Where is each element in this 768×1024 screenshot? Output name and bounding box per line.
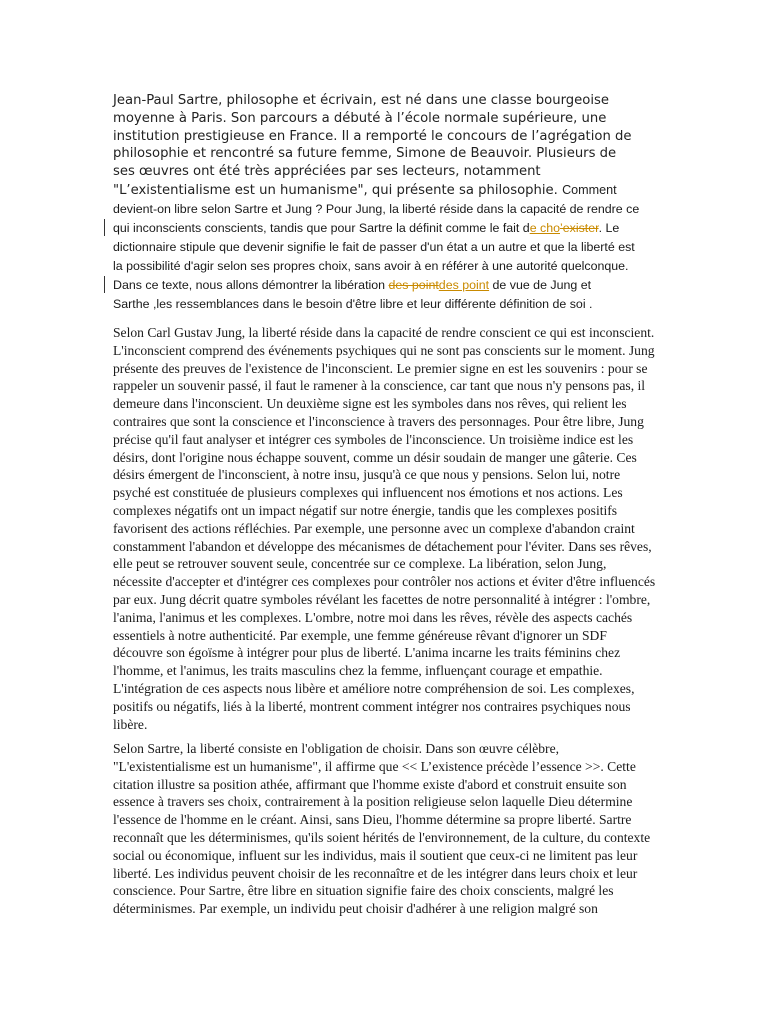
intro-paragraph (113, 92, 641, 200)
intro-line: Dans ce texte, nous allons démontrer la libération des pointdes point de vue de Jung et (113, 278, 592, 292)
change-bar (104, 219, 105, 236)
intro-tail-text: Comment (562, 182, 617, 197)
intro-line: devient-on libre selon Sartre et Jung ? Pour Jung, la liberté réside dans la capacité de rendre ce (113, 202, 640, 216)
paragraph-sartre: Selon Sartre, la liberté consiste en l'obligation de choisir. Dans son œuvre célèbre, "L'existentialisme est un humanisme", il affirme que << L’existence précède l’essence >>. Cette citation illustre sa position athée, affirmant que l'homme existe d'abord et construit ensuite son essence à travers ses choix, contrairement à la position religieuse selon laquelle Dieu détermine l'essence de l'homme en le créant. Ainsi, sans Dieu, l'homme détermine sa propre liberté. Sartre reconnaît que les déterminismes, qu'ils soient hérités de l'environnement, de la culture, du contexte social ou économique, influent sur les individus, mais il soutient que ceux-ci ne limitent pas leur liberté. Les individus peuvent choisir de les reconnaître et de les intégrer dans leurs choix et leur conscience. Pour Sartre, être libre en situation signifie faire des choix conscients, malgré les déterminismes. Par exemple, un individu peut choisir d'adhérer à une religion malgré son (113, 741, 651, 917)
intro-line: qui inconscients conscients, tandis que pour Sartre la définit comme le fait de cho’exister. Le (113, 221, 620, 235)
tracked-insertion: e cho (529, 221, 560, 235)
tracked-deletion: ’exister (560, 221, 599, 235)
change-bar (104, 276, 105, 293)
paragraph-jung: Selon Carl Gustav Jung, la liberté réside dans la capacité de rendre conscient ce qui est inconscient. L'inconscient comprend des événements psychiques qui ne sont pas conscients sur le moment. Jung présente des preuves de l'existence de l'inconscient. Le premier signe en est les souvenirs : pour se rappeler un souvenir passé, il faut le ramener à la conscience, car tant que nous n'y pensons pas, il demeure dans l'inconscient. Un deuxième signe est les symboles dans nos rêves, qui relient les contraires que sont la conscience et l'inconscience à travers des personnages. Pour être libre, Jung précise qu'il faut analyser et intégrer ces symboles de l'inconscience. Un troisième indice est les désirs, dont l'origine nous échappe souvent, comme un désir soudain de manger une gâterie. Ces désirs émergent de l'inconscient, à notre insu, jusqu'à ce que nous y pensions. Selon lui, notre psyché est constituée de plusieurs complexes qui influencent nos émotions et nos actions. Les complexes négatifs ont un impact négatif sur notre énergie, tandis que les complexes positifs favorisent des actions réfléchies. Par exemple, une personne avec un complexe d'abandon craint constamment l'abandon et développe des mécanismes de détachement pour l'éviter. Dans ses rêves, elle peut se retrouver souvent seule, concentrée sur ce complexe. La libération, selon Jung, nécessite d'accepter et d'intégrer ces complexes pour contrôler nos actions et éviter d'être influencés par eux. Jung décrit quatre symboles révélant les facettes de notre personnalité à intégrer : l'ombre, l'anima, l'animus et les complexes. L'ombre, notre moi dans les rêves, révèle des aspects cachés essentiels à notre authenticité. Par exemple, une femme généreuse rêvant d'ignorer un SDF découvre son égoïsme à intégrer pour plus de liberté. L'anima incarne les traits féminins chez l'homme, et l'animus, les traits masculins chez la femme, influençant courage et empathie. L'intégration de ces aspects nous libère et améliore notre compréhension de soi. Les complexes, positifs ou négatifs, liés à la liberté, montrent comment intégrer nos contraires psychiques nous libère. (113, 325, 656, 732)
intro-continuation (113, 200, 653, 314)
intro-sans-text: Jean-Paul Sartre, philosophe et écrivain, est né dans une classe bourgeoise moyenne à Paris. Son parcours a débuté à l’école normale supérieure, une institution prestigieuse en France. Il a remporté le concours de l’agrégation de philosophie et rencontré sa future femme, Simone de Beauvoir. Plusieurs de ses œuvres ont été très appréciées par ses lecteurs, notamment "L’existentialisme est un humanisme", qui présente sa philosophie. (113, 93, 632, 198)
tracked-deletion: des point (388, 278, 439, 292)
tracked-insertion: des point (438, 278, 490, 292)
intro-line: la possibilité d'agir selon ses propres choix, sans avoir à en référer à une autorité quelconque. (113, 259, 629, 273)
intro-line: dictionnaire stipule que devenir signifie le fait de passer d'un état a un autre et que la liberté est (113, 240, 635, 254)
intro-line: Sarthe ,les ressemblances dans le besoin d'être libre et leur différente définition de soi . (113, 297, 593, 311)
